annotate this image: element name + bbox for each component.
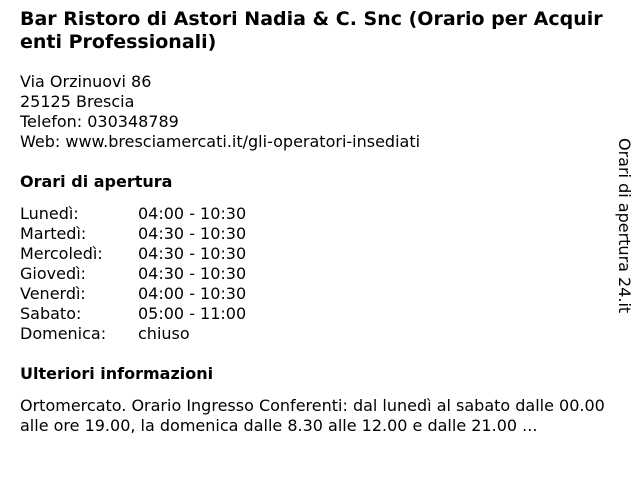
hours-time: 04:30 - 10:30 [138,244,247,263]
more-info-text: Ortomercato. Orario Ingresso Conferenti: dal lunedì al sabato dalle 00.00 alle ore 19.00, la domenica dalle 8.30 alle 12.00 e dalle 21.00 ... [20,396,605,435]
address-block [20,72,610,152]
hours-day: Sabato: [20,304,82,323]
business-title: Bar Ristoro di Astori Nadia & C. Snc (Orario per Acquirenti Professionali) [20,8,603,53]
hours-day: Giovedì: [20,264,86,283]
hours-row-friday [20,284,610,304]
hours-time: 04:30 - 10:30 [138,224,247,243]
address-web: Web: www.bresciamercati.it/gli-operatori-insediati [20,132,421,151]
brand-side-label: Orari di apertura 24.it [615,138,634,314]
hours-time: chiuso [138,324,190,343]
opening-hours-list [20,204,610,344]
address-phone: Telefon: 030348789 [20,112,179,131]
address-city: 25125 Brescia [20,92,135,111]
hours-row-sunday [20,324,610,344]
more-info-heading: Ulteriori informazioni [20,364,214,383]
address-street: Via Orzinuovi 86 [20,72,152,91]
hours-day: Martedì: [20,224,87,243]
hours-day: Venerdì: [20,284,86,303]
hours-day: Lunedì: [20,204,79,223]
opening-hours-heading: Orari di apertura [20,172,173,191]
hours-time: 04:00 - 10:30 [138,204,247,223]
business-card [20,8,610,436]
hours-time: 04:30 - 10:30 [138,264,247,283]
hours-day: Domenica: [20,324,107,343]
hours-row-saturday [20,304,610,324]
hours-row-monday [20,204,610,224]
hours-time: 04:00 - 10:30 [138,284,247,303]
hours-row-wednesday [20,244,610,264]
hours-row-tuesday [20,224,610,244]
hours-row-thursday [20,264,610,284]
hours-time: 05:00 - 11:00 [138,304,247,323]
hours-day: Mercoledì: [20,244,103,263]
